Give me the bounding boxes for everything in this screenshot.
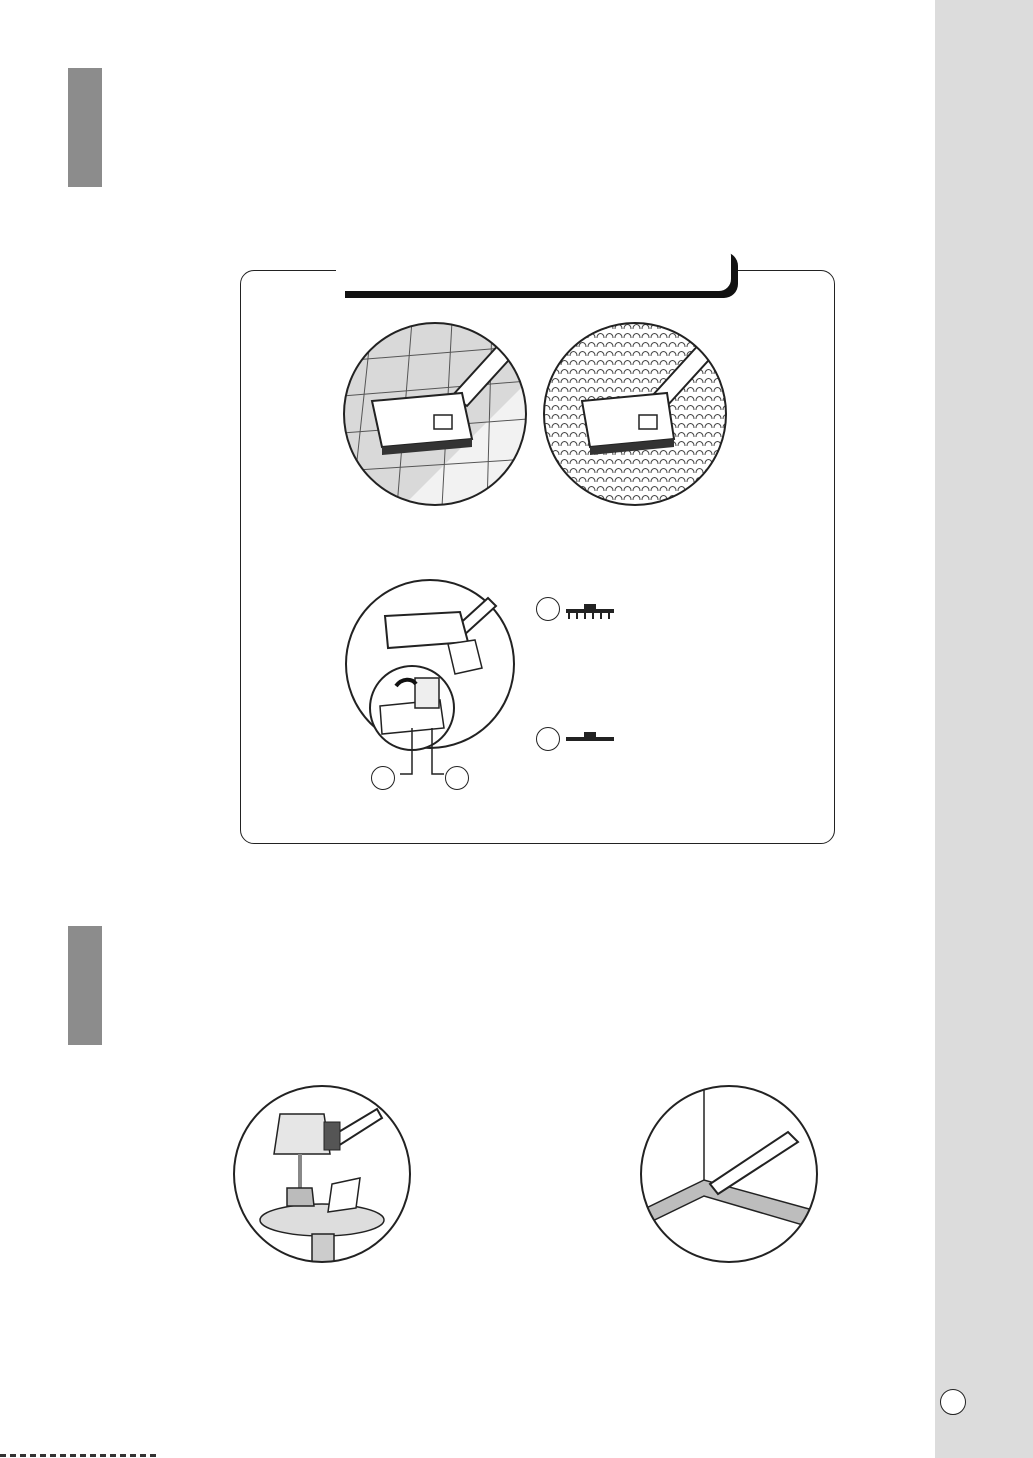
section-marker-accessories [68,926,102,1045]
carpet-nozzle-icon [542,321,728,507]
hard-floor-nozzle-icon [342,321,528,507]
setting-circle-1 [536,597,560,621]
floor-setting-icon [566,731,614,743]
setting-circle-2 [536,727,560,751]
crevice-tool-corner-icon [638,1084,820,1264]
carpet-setting-icon [566,603,614,621]
page-side-tab [935,0,1033,1458]
nozzle-switch-pedal-icon [340,578,520,788]
print-mark [0,1454,160,1457]
panel-title-tab [336,244,731,291]
callout-circle-1 [371,766,395,790]
lamp-dusting-brush-icon [232,1084,412,1264]
floor-nozzle-panel [240,270,835,844]
section-marker-nozzle [68,68,102,187]
callout-circle-2 [445,766,469,790]
page-number-badge [940,1389,966,1415]
